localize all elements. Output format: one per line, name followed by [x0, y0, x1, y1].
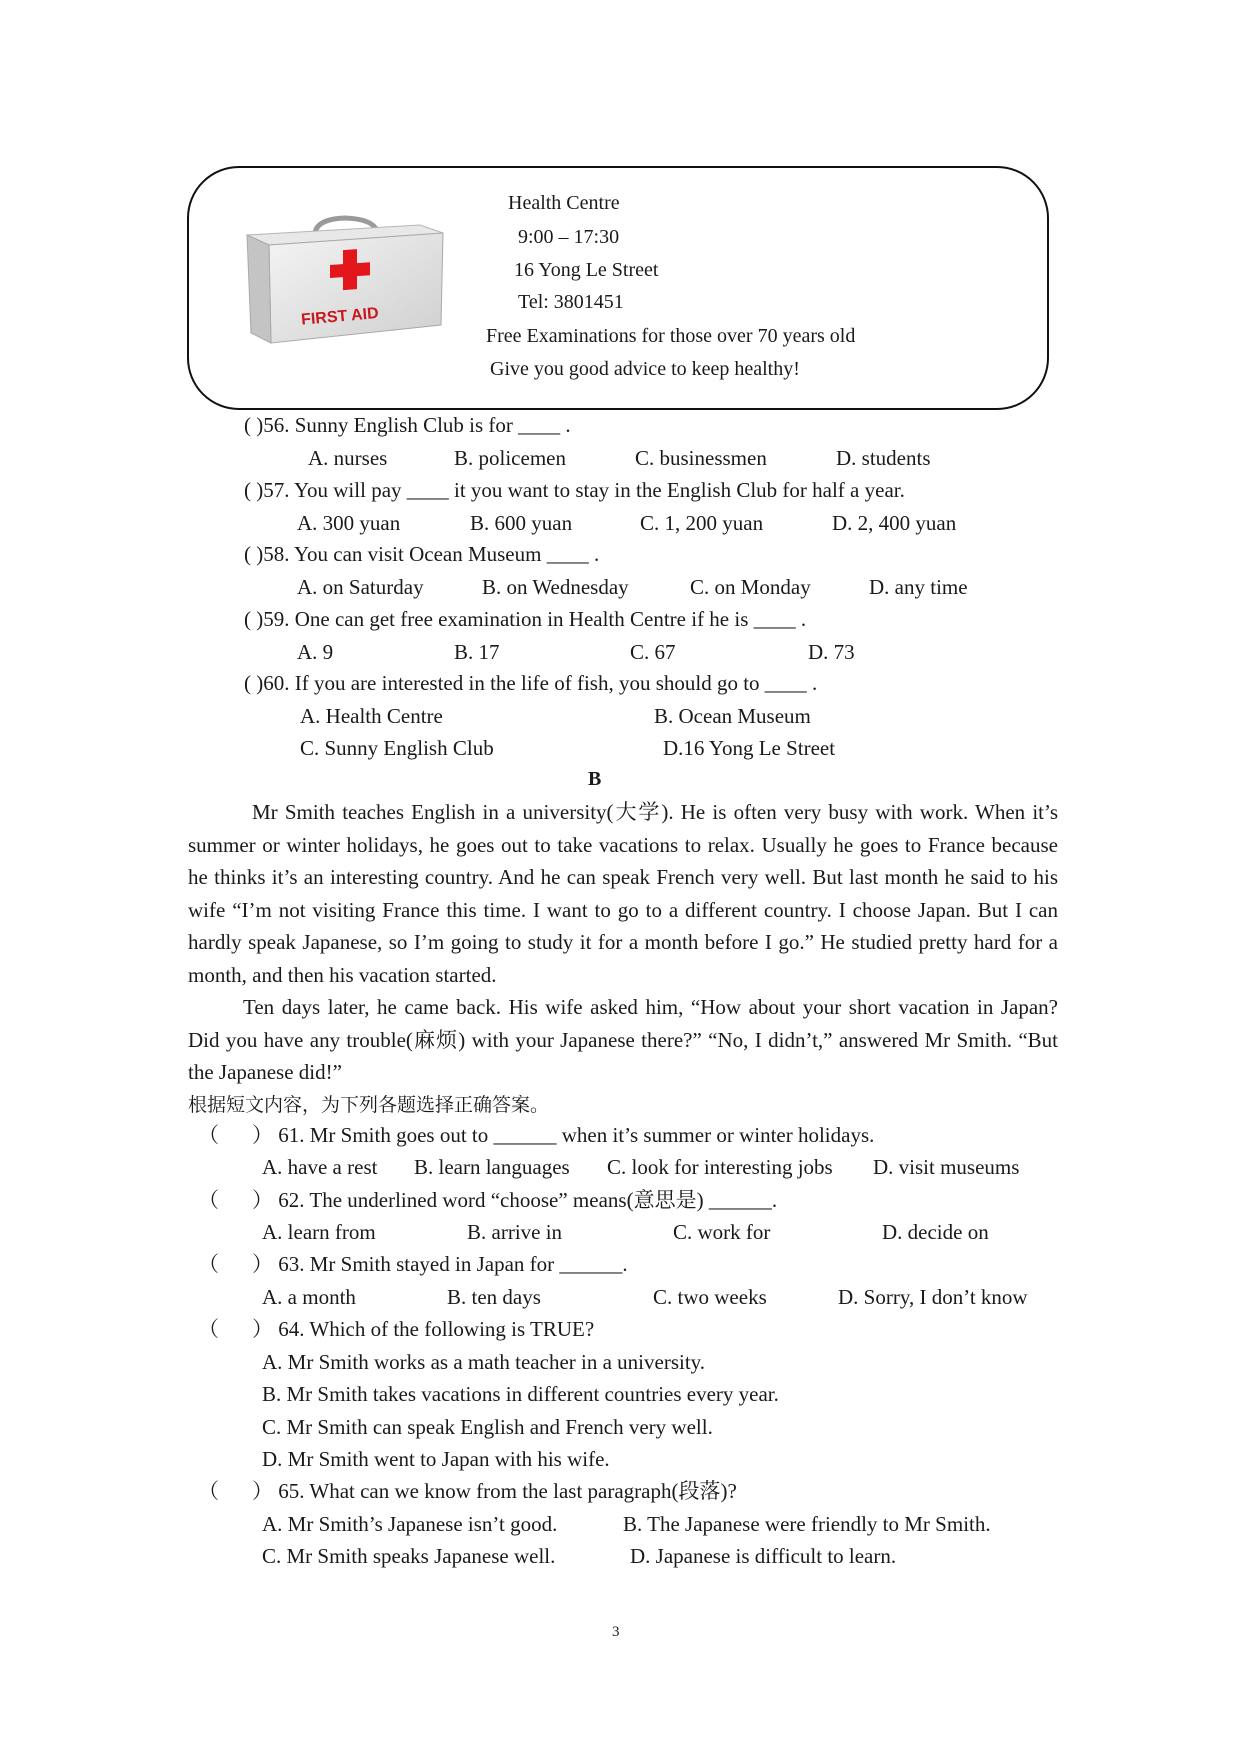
option: B. Mr Smith takes vacations in different countries every year. [262, 1382, 779, 1406]
page-number: 3 [612, 1624, 620, 1640]
option: A. learn from [262, 1220, 376, 1244]
option: B. ten days [447, 1285, 541, 1309]
question-63: ） 63. Mr Smith stayed in Japan for ______. [252, 1252, 628, 1276]
instruction: 根据短文内容，为下列各题选择正确答案。 [188, 1094, 550, 1116]
option: C. on Monday [690, 575, 811, 599]
option: D. decide on [882, 1220, 989, 1244]
option: A. a month [262, 1285, 356, 1309]
section-heading: B [588, 768, 602, 790]
notice-offer: Free Examinations for those over 70 years old [486, 325, 856, 347]
option: B. learn languages [414, 1155, 570, 1179]
answer-paren: （ [198, 1188, 219, 1212]
option: D. Sorry, I don’t know [838, 1285, 1028, 1309]
notice-slogan: Give you good advice to keep healthy! [490, 358, 800, 380]
option: D. Japanese is difficult to learn. [630, 1544, 897, 1568]
option: C. Mr Smith can speak English and French very well. [262, 1415, 713, 1439]
question-59: ( )59. One can get free examination in Health Centre if he is ____ . [244, 607, 807, 631]
option: D. 2, 400 yuan [832, 511, 957, 535]
option: B. arrive in [467, 1220, 563, 1244]
question-62: ） 62. The underlined word “choose” means(意思是) ______. [252, 1188, 778, 1212]
option: B. 600 yuan [470, 511, 573, 535]
option: A. Health Centre [300, 704, 443, 728]
option: B. The Japanese were friendly to Mr Smith. [623, 1512, 991, 1536]
option: D. 73 [808, 640, 855, 664]
notice-hours: 9:00 – 17:30 [518, 226, 620, 248]
notice-address: 16 Yong Le Street [514, 259, 659, 281]
option: D. visit museums [873, 1155, 1020, 1179]
option: C. 1, 200 yuan [640, 511, 764, 535]
kit-label: FIRST AID [300, 304, 380, 329]
answer-paren: （ [198, 1317, 219, 1341]
option: D. Mr Smith went to Japan with his wife. [262, 1447, 610, 1471]
option: C. work for [673, 1220, 771, 1244]
option: A. nurses [308, 446, 388, 470]
notice-title: Health Centre [508, 192, 620, 214]
question-56: ( )56. Sunny English Club is for ____ . [244, 413, 571, 437]
question-57: ( )57. You will pay ____ it you want to stay in the English Club for half a year. [244, 478, 905, 502]
notice-tel: Tel: 3801451 [518, 291, 624, 313]
option: C. 67 [630, 640, 676, 664]
question-61: ） 61. Mr Smith goes out to ______ when it’s summer or winter holidays. [252, 1123, 875, 1147]
question-58: ( )58. You can visit Ocean Museum ____ . [244, 542, 600, 566]
option: C. two weeks [653, 1285, 767, 1309]
option: B. 17 [454, 640, 500, 664]
first-aid-kit-image [245, 215, 445, 350]
option: A. 9 [297, 640, 334, 664]
option: C. look for interesting jobs [607, 1155, 833, 1179]
option: A. have a rest [262, 1155, 378, 1179]
option: C. businessmen [635, 446, 767, 470]
option: B. policemen [454, 446, 566, 470]
option: A. Mr Smith’s Japanese isn’t good. [262, 1512, 558, 1536]
option: D.16 Yong Le Street [663, 736, 836, 760]
option: B. Ocean Museum [654, 704, 811, 728]
option: C. Mr Smith speaks Japanese well. [262, 1544, 556, 1568]
answer-paren: （ [198, 1252, 219, 1276]
answer-paren: （ [198, 1479, 219, 1503]
question-65: ） 65. What can we know from the last paragraph(段落)? [252, 1479, 737, 1503]
option: A. on Saturday [297, 575, 424, 599]
question-64: ） 64. Which of the following is TRUE? [252, 1317, 595, 1341]
option: D. any time [869, 575, 968, 599]
passage-paragraph-2: Ten days later, he came back. His wife asked him, “How about your short vacation in Japan? Did you have any trouble(麻烦) with your Japanese there?” “No, I didn’t,” answered Mr Smith. “But the Japanese did!” [188, 995, 1058, 1085]
answer-paren: （ [198, 1123, 219, 1147]
passage-paragraph-1: Mr Smith teaches English in a university(大学). He is often very busy with work. When it’s summer or winter holidays, he goes out to take vacations to relax. Usually he goes to France because he thinks it’s an interesting country. And he can speak French very well. But last month he said to his wife “I’m not visiting France this time. I want to go to a different country. I choose Japan. But I can hardly speak Japanese, so I’m going to study it for a month before I go.” He studied pretty hard for a month, and then his vacation started. [188, 800, 1058, 987]
option: C. Sunny English Club [300, 736, 494, 760]
option: B. on Wednesday [482, 575, 629, 599]
option: A. 300 yuan [297, 511, 401, 535]
option: A. Mr Smith works as a math teacher in a university. [262, 1350, 706, 1374]
question-60: ( )60. If you are interested in the life of fish, you should go to ____ . [244, 671, 818, 695]
option: D. students [836, 446, 931, 470]
